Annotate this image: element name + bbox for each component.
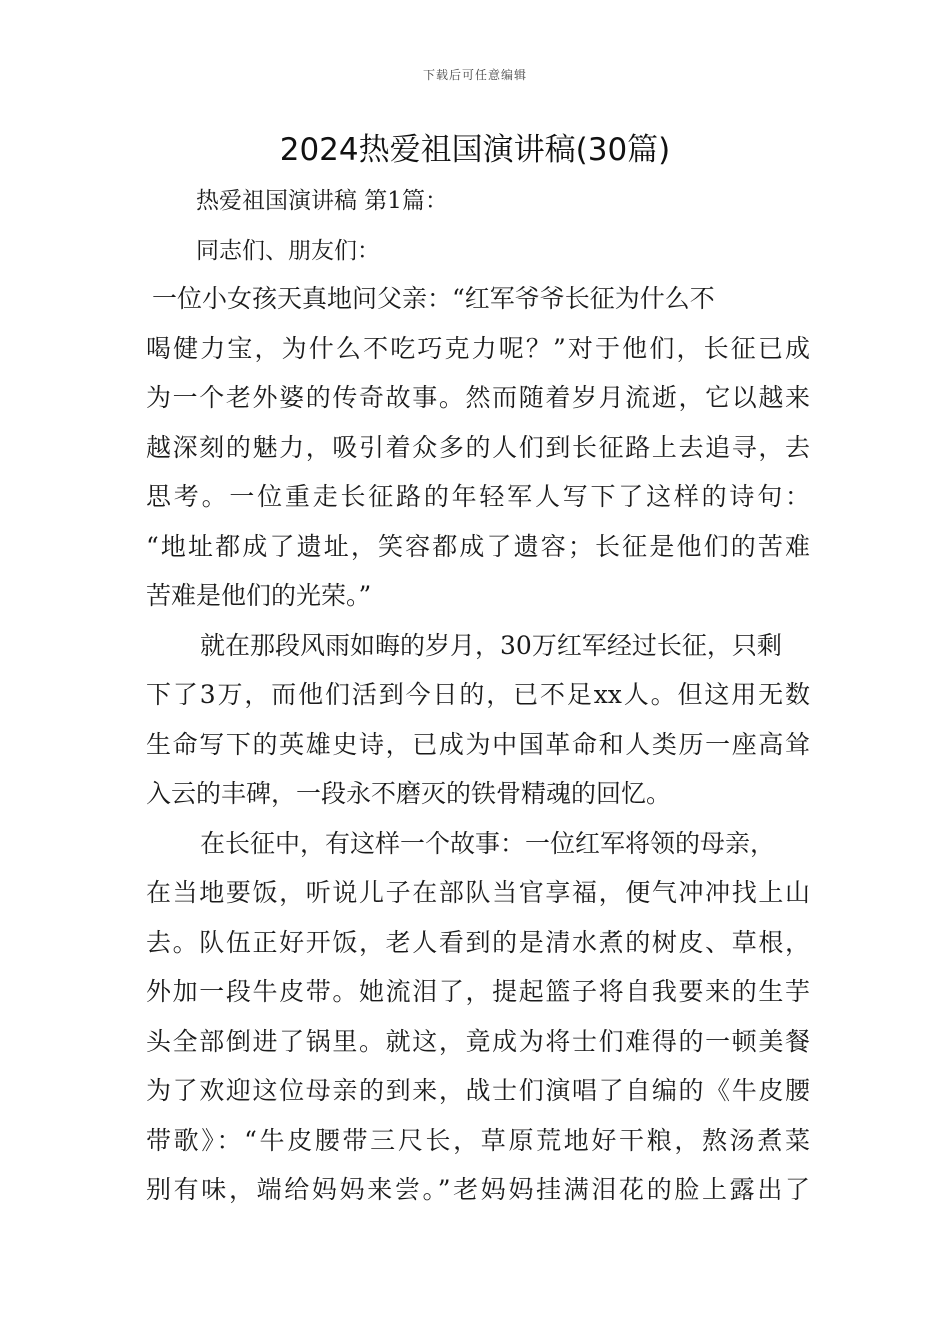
paragraph-line: 在当地要饭，听说儿子在部队当官享福，便气冲冲找上山 (146, 878, 810, 907)
paragraph-line: 生命写下的英雄史诗，已成为中国革命和人类历一座高耸 (146, 729, 810, 759)
paragraph-line: 为一个老外婆的传奇故事。然而随着岁月流逝，它以越来 (146, 383, 810, 412)
paragraph-line: “地址都成了遗址，笑容都成了遗容；长征是他们的苦难 (146, 531, 810, 561)
paragraph-line: 一位小女孩天真地问父亲：“红军爷爷长征为什么不 (152, 284, 715, 313)
greeting: 同志们、朋友们： (196, 238, 380, 264)
paragraph-line: 外加一段牛皮带。她流泪了，提起篮子将自我要来的生芋 (146, 977, 810, 1006)
paragraph-line: 越深刻的魅力，吸引着众多的人们到长征路上去追寻，去 (146, 432, 810, 462)
paragraph-line: 苦难是他们的光荣。” (146, 581, 372, 610)
header-note: 下载后可任意编辑 (422, 68, 527, 82)
document-title: 2024热爱祖国演讲稿(30篇) (279, 132, 671, 168)
section-label: 热爱祖国演讲稿 第1篇： (196, 188, 448, 214)
paragraph-line: 思考。一位重走长征路的年轻军人写下了这样的诗句： (146, 482, 810, 511)
paragraph-line: 别有味，端给妈妈来尝。”老妈妈挂满泪花的脸上露出了 (146, 1175, 810, 1204)
paragraph-line: 为了欢迎这位母亲的到来，战士们演唱了自编的《牛皮腰 (146, 1076, 810, 1105)
paragraph-line: 带歌》：“牛皮腰带三尺长，草原荒地好干粮，熬汤煮菜 (146, 1125, 810, 1155)
paragraph-line: 喝健力宝，为什么不吃巧克力呢？”对于他们，长征已成 (146, 333, 810, 363)
body-text (146, 282, 810, 1223)
paragraph-line: 就在那段风雨如晦的岁月，30万红军经过长征，只剩 (200, 630, 782, 660)
paragraph-line: 入云的丰碑，一段永不磨灭的铁骨精魂的回忆。 (146, 779, 672, 808)
paragraph-line: 下了3万，而他们活到今日的，已不足xx人。但这用无数 (146, 680, 810, 709)
paragraph-line: 在长征中，有这样一个故事：一位红军将领的母亲， (200, 828, 776, 858)
paragraph-line: 头全部倒进了锅里。就这，竟成为将士们难得的一顿美餐 (146, 1026, 810, 1056)
paragraph-line: 去。队伍正好开饭，老人看到的是清水煮的树皮、草根， (146, 927, 810, 957)
